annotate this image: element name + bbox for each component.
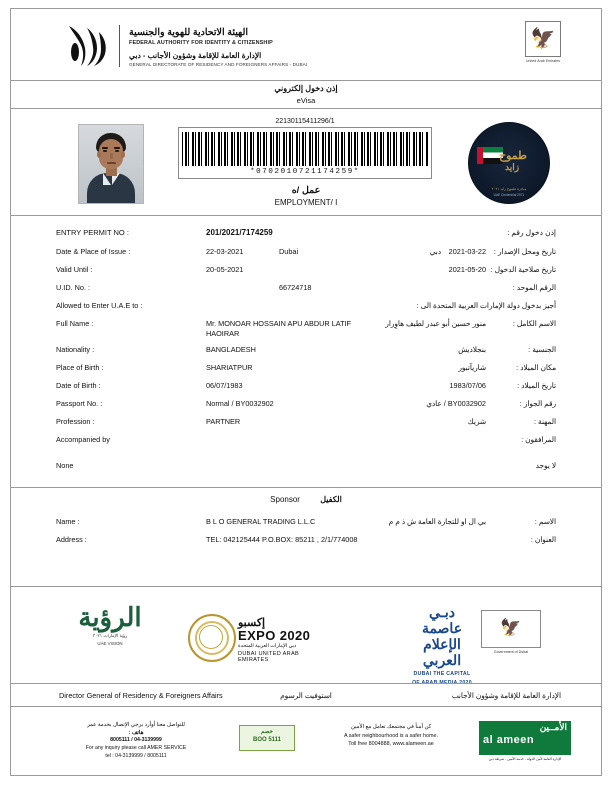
media-ar-line2: عاصمة <box>421 620 463 637</box>
table-row-sponsor-name <box>11 513 601 531</box>
barcode-human-readable: *0702010721174259* <box>250 168 360 176</box>
stamp-caption-ar: مبادرة طموح زايد ٢٠٢١ <box>491 187 527 191</box>
logo-strip <box>11 596 601 687</box>
document-title-en: eVisa <box>296 96 316 105</box>
table-row-entry-permit <box>11 223 601 243</box>
ameen-logo-caption: الإدارة العامة لأمن الدولة - خدمة الأمين - شرطة دبي <box>488 757 562 761</box>
table-row <box>11 341 601 359</box>
row-label-en: Date & Place of Issue : <box>56 247 131 256</box>
fees-paid-note-ar: استوفيت الرسوم <box>280 691 332 700</box>
row-label-ar: الجنسية : <box>528 345 556 354</box>
entry-permit-number: 201/2021/7174259 <box>206 228 273 237</box>
authority-name-en: FEDERAL AUTHORITY FOR IDENTITY & CITIZENSHIP <box>129 40 273 46</box>
table-row <box>11 315 601 341</box>
row-value-en: 22-03-2021 <box>206 247 244 256</box>
table-row <box>11 395 601 413</box>
expo-sub-ar: دبي الإمارات العربية المتحدة <box>238 643 297 649</box>
row-label-en: Allowed to Enter U.A.E to : <box>56 301 143 310</box>
row-label-ar: مكان الميلاد : <box>516 363 556 372</box>
vision-caption-ar: رؤية الإمارات ٢٠٢١ <box>92 633 128 639</box>
sponsor-name-label-ar: الاسم : <box>534 517 556 526</box>
row-value-en-line2: HAOIRAR <box>206 329 240 338</box>
accompanied-label-en: Accompanied by <box>56 435 110 444</box>
row-label-ar: أجيز بدخول دولة الإمارات العربية المتحدة الى : <box>416 301 556 310</box>
row-value-ar: شاريآتبور <box>458 363 486 372</box>
document-footer <box>11 707 601 775</box>
row-value-en: PARTNER <box>206 417 241 426</box>
row-value-en: 06/07/1983 <box>206 381 243 390</box>
falcon-gov-glyph: 🦅 <box>500 618 522 638</box>
expo-sub-en: DUBAI UNITED ARAB EMIRATES <box>238 651 300 663</box>
sponsor-address-value: TEL: 042125444 P.O.BOX: 85211 , 2/1/774008 <box>206 535 358 544</box>
media-ar-line3: الإعلام <box>423 636 461 653</box>
row-label-en: Date of Birth : <box>56 381 101 390</box>
government-of-dubai-logo-icon <box>469 610 553 662</box>
visa-type-en: EMPLOYMENT/ I <box>274 198 338 207</box>
divider-above-sponsor <box>11 487 601 488</box>
row-label-en: Valid Until : <box>56 265 93 274</box>
stamp-line2: زايد <box>505 162 520 172</box>
amer-contact-tel-ar: 8005111 / 04-3139999 <box>110 737 162 744</box>
sponsor-address-label-ar: العنوان : <box>530 535 556 544</box>
expo-ring-icon <box>188 614 236 662</box>
row-value-en: 20-05-2021 <box>206 265 244 274</box>
header-divider <box>119 25 120 67</box>
media-en-line1: DUBAI THE CAPITAL <box>413 671 471 678</box>
director-title-ar: الإدارة العامة للإقامة وشؤون الأجانب <box>451 691 561 700</box>
row-value-en: BANGLADESH <box>206 345 256 354</box>
table-row <box>11 261 601 279</box>
visa-data-table <box>11 223 601 481</box>
row-label-en: Passport No. : <box>56 399 103 408</box>
gov-logo-box <box>481 610 541 648</box>
expo-label-ar: إكسبو <box>238 617 266 629</box>
table-row <box>11 243 601 261</box>
row-label-en: Place of Birth : <box>56 363 104 372</box>
accompanied-value-en: None <box>56 461 74 470</box>
row-label-en: U.ID. No. : <box>56 283 91 292</box>
document-header <box>11 9 601 81</box>
al-ameen-message <box>311 723 471 749</box>
table-row-accompanied <box>11 431 601 451</box>
sponsor-table <box>11 513 601 549</box>
sponsor-address-label-en: Address : <box>56 535 87 544</box>
amer-contact-en-line2: tel : 04-3139999 / 8005111 <box>105 752 167 759</box>
row-value-ar: BY0032902 / عادي <box>426 399 486 408</box>
row-value-ar: منور حسين أبو عبدر لطيف هاوِرار <box>385 319 486 328</box>
vision-caption-en: UAE VISION <box>97 641 123 647</box>
gov-caption: Government of Dubai <box>493 650 529 654</box>
row-value-en: SHARIATPUR <box>206 363 253 372</box>
table-row <box>11 297 601 315</box>
amer-contact-en-line1: For any inquiry please call AMER SERVICE <box>85 745 187 752</box>
barcode-icon <box>178 127 432 179</box>
title-band <box>11 81 601 109</box>
sponsor-name-label-en: Name : <box>56 517 80 526</box>
row-value-ar: شريك <box>467 417 486 426</box>
emblem-caption: United Arab Emirates <box>525 59 561 63</box>
ameen-logo-en: al ameen <box>483 733 535 746</box>
amer-contact-ar-line2: هاتف : <box>128 730 144 737</box>
entry-permit-label-ar: إذن دخول رقم : <box>507 228 556 237</box>
divider-above-table <box>11 215 601 216</box>
accompanied-label-ar: المرافقون : <box>521 435 556 444</box>
uae-vision-logo-icon <box>71 604 149 672</box>
sponsor-name-value-ar: بي ال او للتجارة العامة ش ذ م م <box>388 517 486 526</box>
directorate-name-ar: الإدارة العامة للإقامة وشؤون الأجانب - دبي <box>129 51 262 60</box>
barcode-number: 22130115411296/1 <box>275 118 335 125</box>
vision-glyph: الرؤية <box>78 602 142 632</box>
amer-service-contact <box>51 721 221 761</box>
row-label-ar: الرقم الموحد : <box>512 283 556 292</box>
directorate-name-en: GENERAL DIRECTORATE OF RESIDENCY AND FOREIGNERS AFFAIRS - DUBAI <box>129 62 308 67</box>
falcon-emblem-glyph: 🦅 <box>530 28 556 50</box>
accompanied-value-ar: لا يوجد <box>535 461 556 470</box>
row-value-ar: بنجلاديش <box>458 345 486 354</box>
discount-badge <box>239 725 295 751</box>
amer-contact-ar-line1: للتواصل معنا أوأرد برجي الإتصال بخدمة عمر <box>87 722 185 728</box>
authority-name-ar: الهيئة الاتحادية للهوية والجنسية <box>129 27 248 38</box>
barcode-block <box>178 118 432 179</box>
row-label-ar: تاريخ الميلاد : <box>517 381 556 390</box>
director-title-en: Director General of Residency & Foreigners Affairs <box>59 691 223 700</box>
table-row-sponsor-address <box>11 531 601 549</box>
row-label-ar: تاريخ صلاحية الدخول : <box>490 265 556 274</box>
stamp-line1: طموح <box>499 150 527 162</box>
visa-type-ar: عمل /ه <box>291 185 321 196</box>
row-label-en: Nationality : <box>56 345 95 354</box>
table-row <box>11 279 601 297</box>
entry-permit-label-en: ENTRY PERMIT NO : <box>56 228 129 237</box>
sponsor-heading-en: Sponsor <box>270 495 300 504</box>
row-value-ar: 2021-05-20 <box>448 265 486 274</box>
row-value-en-extra: 66724718 <box>279 283 312 292</box>
row-value-en: Normal / BY0032902 <box>206 399 274 408</box>
sponsor-name-value: B L O GENERAL TRADING L.L.C <box>206 517 316 526</box>
divider-above-logos <box>11 586 601 587</box>
uae-emblem-icon <box>523 21 563 69</box>
row-label-ar: المهنة : <box>533 417 556 426</box>
table-row <box>11 413 601 431</box>
row-value-en: Mr. MONOAR HOSSAIN APU ABDUR LATIF <box>206 319 352 328</box>
media-ar-line1: دبـي <box>429 604 455 620</box>
sponsor-heading-ar: الكفيل <box>320 495 342 504</box>
al-ameen-logo-icon <box>479 721 571 755</box>
ameen-message-en-line1: A safer neighbourhood is a safer home. <box>343 732 439 739</box>
expo-label-en: EXPO 2020 <box>238 628 311 643</box>
row-value-ar: 2021-03-22 <box>448 247 486 256</box>
stamp-caption-en: UAE Centennial 2071 <box>493 193 525 197</box>
row-value-ar-extra: دبي <box>429 247 441 256</box>
emblem-box <box>525 21 561 57</box>
row-label-ar: رقم الجواز : <box>519 399 556 408</box>
row-label-en: Profession : <box>56 417 95 426</box>
row-label-en: Full Name : <box>56 319 94 328</box>
media-en-line2: OF ARAB MEDIA 2020 <box>412 680 472 687</box>
table-row <box>11 377 601 395</box>
media-ar-line4: العربي <box>422 652 462 669</box>
falcon-logo-icon <box>63 22 111 70</box>
discount-label-en: BOO 5111 <box>252 737 282 743</box>
row-label-ar: الاسم الكامل : <box>512 319 556 328</box>
barcode-bars <box>182 132 428 166</box>
row-label-ar: تاريخ ومحل الإصدار : <box>493 247 556 256</box>
expo-2020-logo-icon <box>186 602 326 672</box>
sponsor-heading <box>0 495 612 504</box>
ameen-logo-ar: الأمــين <box>539 722 567 732</box>
discount-label-ar: خصم <box>260 729 274 735</box>
document-title-ar: إذن دخول إلكتروني <box>274 84 338 93</box>
row-value-ar: 1983/07/06 <box>449 381 486 390</box>
ameen-message-ar: كن أمناً في مجتمعك تعامل مع الأمين <box>350 724 432 730</box>
table-row <box>11 359 601 377</box>
director-band <box>11 683 601 707</box>
row-value-en-extra: Dubai <box>279 247 299 256</box>
table-row-accompanied-value <box>11 451 601 481</box>
ameen-message-en-line2: Toll free 8004888, www.alameen.ae <box>348 741 434 748</box>
